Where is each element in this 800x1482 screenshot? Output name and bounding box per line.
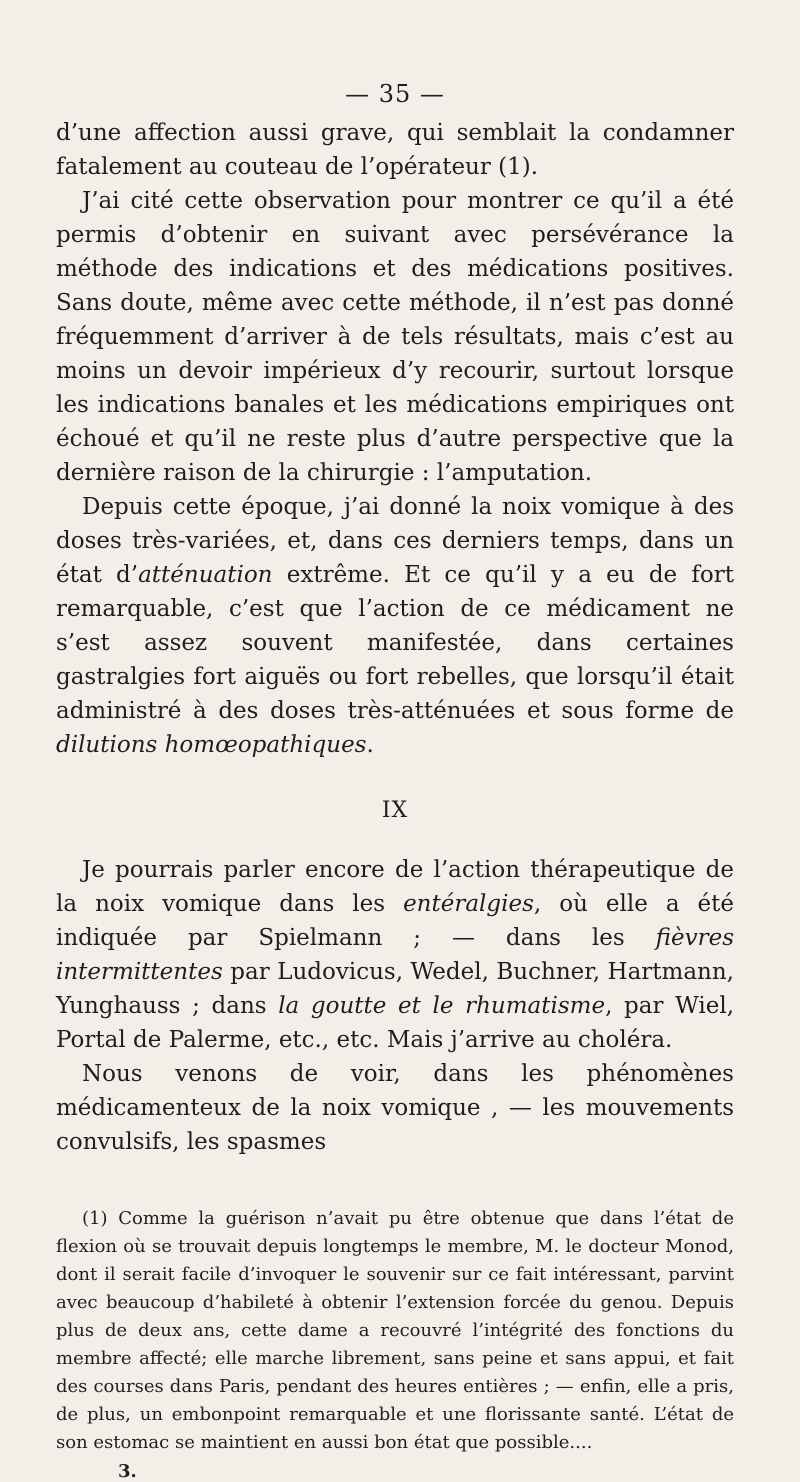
text-run: , où elle a été indiquée par Spielmann ; — dans les bbox=[56, 891, 735, 951]
footnotes bbox=[56, 1205, 734, 1482]
italic-run: entéralgies bbox=[403, 891, 534, 917]
text-run: Nous venons de voir, dans les phénomènes médicamenteux de la noix vomique , — les mouvements convulsifs, les spasmes bbox=[56, 1061, 734, 1155]
paragraph-group-before-heading bbox=[56, 116, 734, 762]
main-text bbox=[56, 116, 734, 1159]
italic-run: dilutions homœopathiques bbox=[56, 732, 367, 758]
paragraph-group-after-heading bbox=[56, 853, 734, 1159]
section-heading: IX bbox=[381, 798, 409, 823]
paragraph bbox=[56, 853, 734, 1057]
text-run: . bbox=[366, 732, 374, 758]
signature-mark: 3. bbox=[118, 1461, 137, 1482]
text-run: J’ai cité cette observation pour montrer ce qu’il a été permis d’obtenir en suivant avec persévérance la méthode des indications et des médications positives. Sans doute, même avec cette méthode, il n’est pas donné fréquemment d’arriver à de tels résultats, mais c’est au moins un devoir impérieux d’y recourir, surtout lorsque les indications banales et les médications empiriques ont échoué et qu’il ne reste plus d’autre perspective que la dernière raison de la chirurgie : l’amputation. bbox=[56, 188, 734, 486]
text-run: , par Wiel, Portal de Palerme, etc., etc. Mais j’arrive au choléra. bbox=[56, 993, 734, 1053]
italic-run: fièvres intermittentes bbox=[56, 925, 734, 985]
text-run: Je pourrais parler encore de l’action thérapeutique de la noix vomique dans les bbox=[56, 857, 734, 917]
paragraph bbox=[56, 1057, 734, 1159]
text-run: extrême. Et ce qu’il y a eu de fort remarquable, c’est que l’action de ce médicament ne s’est assez souvent manifestée, dans certaines gastralgies fort aiguës ou fort rebelles, que lorsqu’il était administré à des doses très-atténuées et sous forme de bbox=[56, 562, 735, 724]
italic-run: atténuation bbox=[138, 562, 273, 588]
paragraph bbox=[56, 116, 734, 184]
paragraph bbox=[56, 184, 734, 490]
text-run: Depuis cette époque, j’ai donné la noix vomique à des doses très-variées, et, dans ces derniers temps, dans un état d’ bbox=[56, 494, 734, 588]
footnote-text: (1) Comme la guérison n’avait pu être obtenue que dans l’état de flexion où se trouvait depuis longtemps le membre, M. le docteur Monod, dont il serait facile d’invoquer le souvenir sur ce fait intéressant, parvint avec beaucoup d’habileté à obtenir l’extension forcée du genou. Depuis plus de deux ans, cette dame a recouvré l’intégrité des fonctions du membre affecté; elle marche librement, sans peine et sans appui, et fait des courses dans Paris, pendant des heures entières ; — enfin, elle a pris, de plus, un embonpoint remarquable et une florissante santé. L’état de son estomac se maintient en aussi bon état que possible.... bbox=[56, 1208, 734, 1453]
italic-run: la goutte et le rhumatisme bbox=[278, 993, 606, 1019]
text-run: d’une affection aussi grave, qui semblait la condamner fatalement au couteau de l’opérateur (1). bbox=[56, 120, 734, 180]
paragraph bbox=[56, 490, 734, 762]
text-run: par Ludovicus, Wedel, Buchner, Hartmann, Yunghauss ; dans bbox=[56, 959, 734, 1019]
page-number: — 35 — bbox=[345, 80, 445, 108]
